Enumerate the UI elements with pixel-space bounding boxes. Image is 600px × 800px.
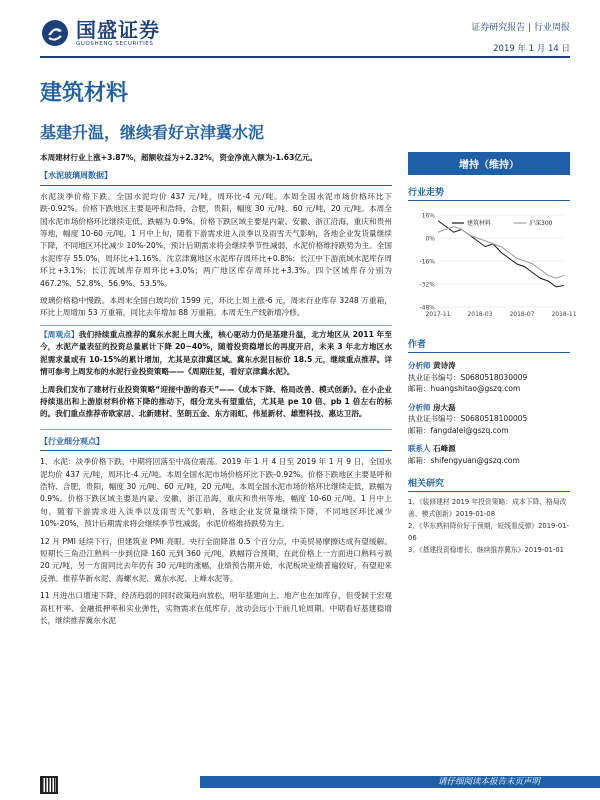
company-logo xyxy=(40,18,160,48)
header xyxy=(0,0,600,72)
related-list xyxy=(408,496,570,556)
x-tick-label: 2017-11 xyxy=(425,311,451,318)
y-tick-label: 0% xyxy=(425,235,435,243)
report-type: 证券研究报告 | 行业周报 xyxy=(471,23,570,33)
detail-paragraph-1: 1、水泥：淡季价格下跌，中期将回落至中高位震荡。2019 年 1 月 4 日至 2019 年 1 月 9 日，全国水泥均价 437 元/吨，周环比-4 元/吨。本周全国水泥市场价格环比下跌-0.92%。价格下跌地区主要是呼和浩特、合肥，贵阳，幅度 30 元/吨、60 元/吨，20 元/吨。本周全国水泥市场价格环比继续走低，跌幅为 0.9%。价格下跌区域主要是内蒙、安徽、浙江沿海，重庆和贵州等地，幅度 10-60 元/吨。1 月中上旬，随着下游需求进入淡季以及雨雪天气影响，各地企业发货量继续下降，不同地区环比减少 10%-20%，预计后期需求将会继续季节性减弱，水泥价格维持跌势为主。 xyxy=(40,457,392,529)
x-tick-label: 2018-11 xyxy=(551,311,577,318)
cement-paragraph: 水泥淡季价格下跌。全国水泥均价 437 元/吨，周环比-4 元/吨。本周全国水泥市场价格环比下跌-0.92%。价格下跌地区主要是呼和浩特、合肥，贵阳，幅度 30 元/吨、60 元/吨，20 元/吨。本周全国水泥市场价格环比继续走低，跌幅为 0.9%。价格下跌区域主要是内蒙、安徽、浙江沿海，重庆和贵州等地，幅度 10-60 元/吨。1 月中上旬，随着下游需求进入淡季以及雨雪天气影响，各地企业发货量继续下降，不同地区环比减少 10%-20%，预计后期需求将会继续季节性减弱，水泥价格维持跌势为主。全国水泥库存 55.0%，周环比+1.16%。沈京津冀地区水泥库存周环比+0.8%；长江中下游流域水泥库存周环比+3.1%；长江流域库存周环比+3.0%；两广地区库存周环比+3.3%。四个区域库存分别为 467.2%、52.8%、56.9%、53.5%。 xyxy=(40,191,392,288)
legend-label: 沪深300 xyxy=(529,220,553,228)
detail-paragraph-3: 11 月进出口增速下降，经济趋弱的同时政策趋向放松，明年基建向上、地产也在加库存，但受制于宏观高杠杆率、金融抵押率和实业弹性，实物需求在低库存，波动会远小于前几轮周期。中期看好基建稳增长，继续推荐冀东水泥 xyxy=(40,591,392,625)
analyst-name: 黄诗涛 xyxy=(433,361,456,370)
analyst-role: 分析师 xyxy=(408,361,434,370)
legend-label: 建筑材料 xyxy=(467,220,492,228)
weekly-view-box xyxy=(40,325,392,430)
footer-disclaimer: 请仔细阅读本报告末页声明 xyxy=(437,777,540,787)
summary: 本周建材行业上涨+3.87%，超额收益为+2.32%，资金净流入额为-1.63亿元。 xyxy=(40,153,318,162)
series-line-0 xyxy=(438,221,564,287)
last-week-paragraph: 上周我们发布了建材行业投资策略“迎接中游的春天”——《成本下降、格局改善、模式创新》。在小企业持续退出和上游原材料价格下降的推动下，细分龙头有望重估，尤其是 pe 10 倍、pb 1 倍左右的标的。我们重点推荐帝欧家居、北新建材、坚朗五金、东方雨虹、伟星新材、雄塑科技、惠达卫浴。 xyxy=(40,384,392,419)
analyst-entry xyxy=(408,402,570,437)
trend-title: 行业走势 xyxy=(408,185,570,201)
y-tick-label: -32% xyxy=(419,281,435,289)
report-headline: 基建升温，继续看好京津冀水泥 xyxy=(40,123,265,142)
y-tick-label: 16% xyxy=(421,212,435,220)
industry-trend-chart xyxy=(408,207,577,325)
view-paragraph: 我们持续重点推荐的冀东水泥上周大涨，核心驱动力仍是基建升温，北方地区从 2011 年至今，水泥产量表征的投资总量累计下降 20~40%，随着投资稳增长的再度开启，未来 3 年北方地区水泥需求量或有 10-15%的累计增加，尤其是京津冀区域。冀东水泥目标价 18.5 元，继续重点推荐。详情可参考上周发布的水泥行业投资策略——《周期往复，看好京津冀水泥》。 xyxy=(40,329,393,377)
analysts-title: 作者 xyxy=(408,337,570,353)
footer xyxy=(0,772,600,800)
logo-cn: 国盛证券 xyxy=(76,18,160,42)
analyst-role: 分析师 xyxy=(408,402,434,412)
analyst-entry xyxy=(408,443,570,466)
qr-code-icon xyxy=(40,776,58,794)
analyst-role: 联系人 xyxy=(408,444,434,453)
analyst-detail: 执业证书编号：S0680518030009 xyxy=(408,372,528,382)
logo-icon xyxy=(40,18,70,48)
main-content xyxy=(40,152,392,632)
y-tick-label: -16% xyxy=(419,258,435,266)
glass-paragraph: 玻璃价格稳中慢跌。本周末全国白玻均价 1599 元，环比上周上涨-6 元，周末行业库存 3248 万重箱，环比上周增加 53 万重箱，同比去年增加 88 万重箱。本周无生产线新增冷修。 xyxy=(40,296,392,318)
header-divider xyxy=(40,56,570,58)
sidebar xyxy=(408,152,577,556)
logo-en: GUOSHENG SECURITIES xyxy=(76,41,154,47)
rating-badge: 增持（维持） xyxy=(408,152,570,175)
y-tick-label: -48% xyxy=(419,304,435,312)
related-report-link[interactable]: 2、《华东熟料降价好于预期，短线看反弹》2019-01-06 xyxy=(408,522,569,542)
cement-section-title: 【水泥玻璃周数据】 xyxy=(40,170,392,185)
analyst-name: 石峰源 xyxy=(433,444,456,453)
detail-paragraph-2: 12 月 PMI 延续下行，但建筑业 PMI 亮眼。央行全面降准 0.5 个百分点，中美贸易摩擦达成有望缓解。短期长三角沿江熟料一步到位降 160 元到 360 元/吨，跌幅符合预期，在此价格上一方面进口熟料亏损 20 元/吨，另一方面同比去年仍有 30 元/吨的涨幅，业绩预告期开始，水泥板块业绩普遍较好，有望迎来反弹。推荐华新水泥、海螺水泥、冀东水泥、上峰水泥等。 xyxy=(40,536,392,583)
analyst-detail: 执业证书编号：S0680518100005 xyxy=(408,414,528,423)
report-date: 2019 年 1 月 14 日 xyxy=(493,44,570,54)
related-report-link[interactable]: 1、《装修建材 2019 年投资策略：成本下降、格局改善、模式创新》2019-01-08 xyxy=(408,498,567,518)
view-title: 【周观点】 xyxy=(40,329,79,339)
related-report-link[interactable]: 3、《基建投资稳增长，继续推荐冀东》2019-01-01 xyxy=(408,546,564,554)
x-tick-label: 2018-07 xyxy=(509,311,535,318)
analyst-entry xyxy=(408,360,570,395)
analyst-detail: 邮箱：shifengyuan@gszq.com xyxy=(408,455,520,465)
analyst-list xyxy=(408,360,570,466)
x-tick-label: 2018-03 xyxy=(467,311,493,318)
analyst-detail: 邮箱：fangdalei@gszq.com xyxy=(408,425,509,435)
analyst-name: 房大磊 xyxy=(433,402,456,412)
analyst-detail: 邮箱：huangshitao@gszq.com xyxy=(408,384,521,393)
related-title: 相关研究 xyxy=(408,476,570,492)
footer-bar xyxy=(200,776,600,788)
detail-section-title: 【行业细分观点】 xyxy=(40,436,392,451)
sector-title: 建筑材料 xyxy=(40,81,129,106)
